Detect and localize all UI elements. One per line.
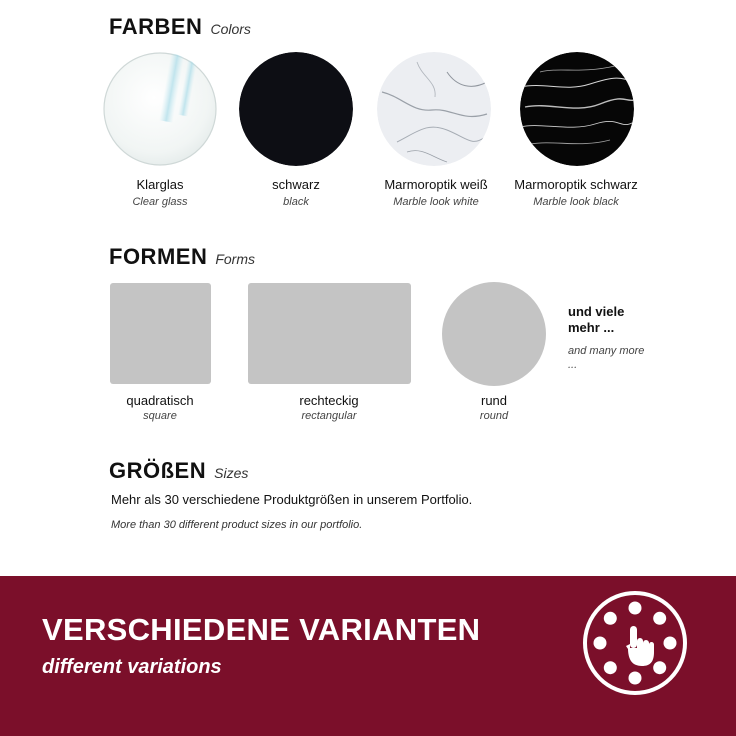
colors-subtitle: Colors xyxy=(210,21,251,37)
colors-title: FARBEN xyxy=(109,14,203,39)
rectangle-shape xyxy=(248,283,411,384)
sizes-text-en: More than 30 different product sizes in our portfolio. xyxy=(111,519,363,531)
banner-subtitle: different variations xyxy=(42,656,222,678)
black-marble-swatch xyxy=(520,52,634,166)
banner-title: VERSCHIEDENE VARIANTEN xyxy=(42,612,481,647)
square-shape xyxy=(110,283,211,384)
variations-banner xyxy=(0,576,736,736)
color-label-clear-glass: Klarglas Clear glass xyxy=(132,177,188,208)
black-swatch xyxy=(239,52,353,166)
color-label-marble-black: Marmoroptik schwarz Marble look black xyxy=(514,177,638,208)
forms-title: FORMEN xyxy=(109,244,208,269)
colors-heading xyxy=(109,14,251,40)
forms-heading xyxy=(109,244,255,270)
sizes-title: GRÖßEN xyxy=(109,458,207,483)
color-label-black: schwarz black xyxy=(272,177,320,208)
white-marble-swatch xyxy=(377,52,491,166)
round-shape xyxy=(442,282,546,386)
more-forms-text: und viele mehr ... xyxy=(568,304,625,335)
form-label-round: rund round xyxy=(479,393,509,422)
more-forms-text-en: and many more ... xyxy=(568,345,645,371)
form-label-rectangular: rechteckig rectangular xyxy=(299,393,359,422)
clear-glass-swatch xyxy=(103,52,217,166)
color-label-marble-white: Marmoroptik weiß Marble look white xyxy=(384,177,488,208)
selection-dial-hand-icon xyxy=(582,590,688,696)
form-label-square: quadratisch square xyxy=(126,393,194,422)
sizes-heading xyxy=(109,458,248,484)
forms-subtitle: Forms xyxy=(215,251,255,267)
sizes-text: Mehr als 30 verschiedene Produktgrößen in unserem Portfolio. xyxy=(111,492,473,507)
sizes-subtitle: Sizes xyxy=(214,465,249,481)
